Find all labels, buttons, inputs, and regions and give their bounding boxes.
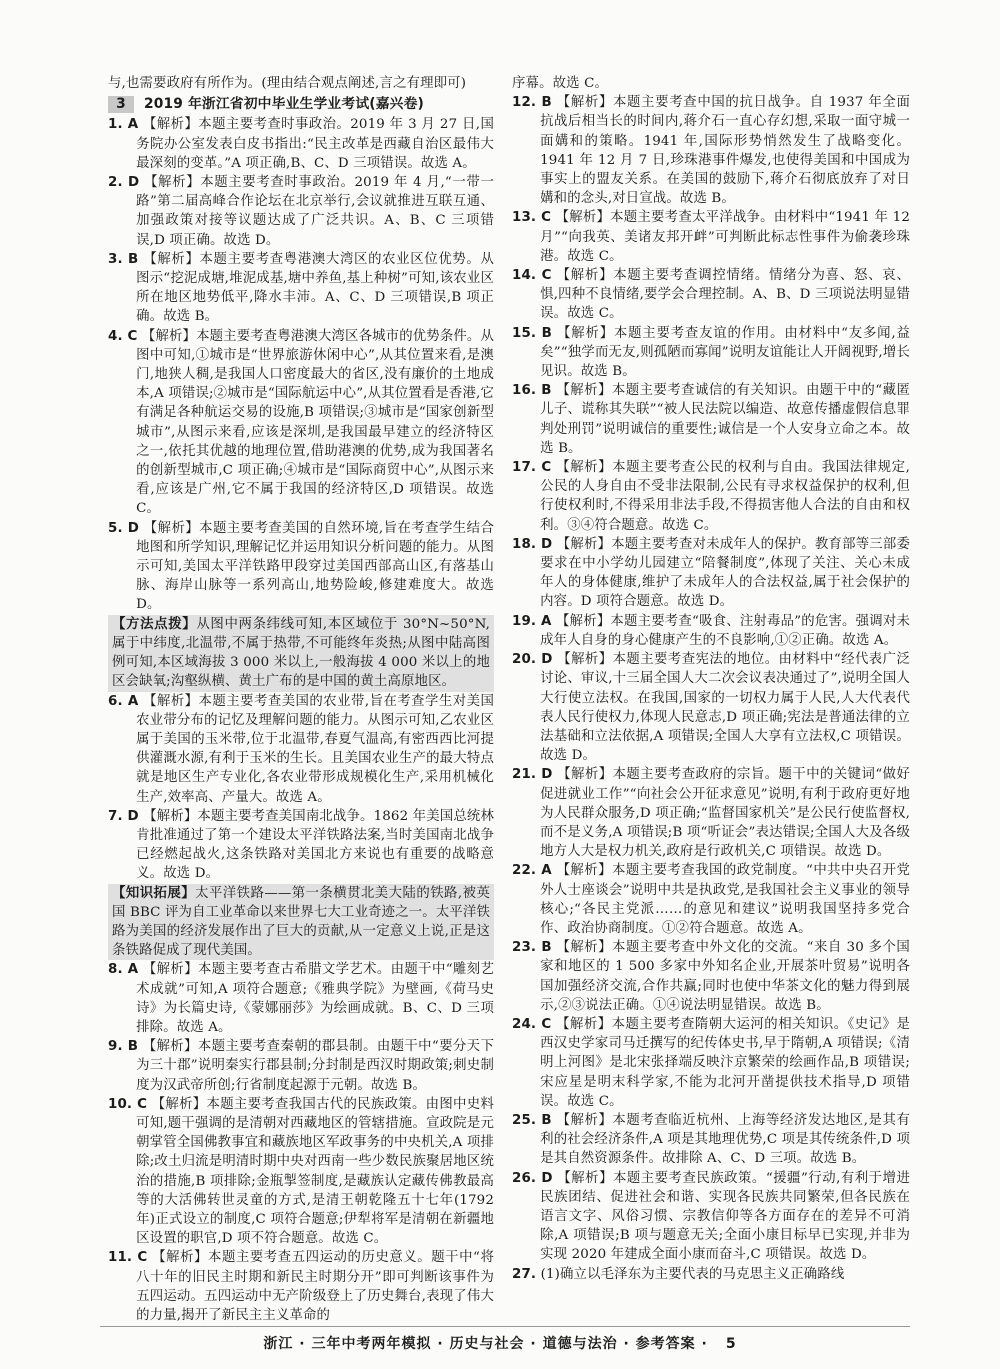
answer-number: 24. C <box>512 1016 552 1032</box>
answer-text: 【解析】本题主要考查政府的宗旨。题干中的关键词“做好促进就业工作”“向社会公开征求意见”说明,有利于政府更好地为人民群众服务,D 项正确;“监督国家机关”是公民行使监督权,而不是义务,A 项错误;B 项“听证会”表达错误;全国人大及各级地方人大是权力机关,政府是行政机关,C 项错误。故选 D。 <box>540 767 910 860</box>
answer-item <box>512 612 910 650</box>
answer-item <box>512 1015 910 1111</box>
answer-text: (1)确立以毛泽东为主要代表的马克思主义正确路线 <box>540 1266 845 1282</box>
answer-text: 【解析】本题主要考查对未成年人的保护。教育部等三部委要求在中小学幼儿园建立“陪餐制度”,体现了关注、关心未成年人的身体健康,维护了未成年人的合法权益,属于社会保护的内容。D 项符合题意。故选 D。 <box>540 536 910 610</box>
answer-item <box>512 93 910 208</box>
method-tip-label: 【方法点拨】 <box>112 616 197 632</box>
answer-text: 【解析】本题主要考查中外文化的交流。“来自 30 多个国家和地区的 1 500 多家中外知名企业,开展茶叶贸易”说明各国加强经济交流,合作共赢;同时也使中华茶文化的魅力得到展示,②③说法正确。①④说法明显错误。故选 B。 <box>540 940 910 1013</box>
answer-item <box>108 173 494 250</box>
answer-number: 6. A <box>108 693 139 709</box>
answer-number: 25. B <box>512 1112 552 1128</box>
answer-number: 22. A <box>512 863 552 879</box>
answer-text: 【解析】本题主要考查古希腊文学艺术。由题干中“雕刻艺术成就”可知,A 项符合题意;《雅典学院》为壁画,《荷马史诗》为长篇史诗,《蒙娜丽莎》为绘画成就。B、C、D 三项排除。故选 A。 <box>136 962 494 1035</box>
answer-text: 【解析】本题主要考查美国的自然环境,旨在考查学生结合地图和所学知识,理解记忆并运用知识分析问题的能力。从图示可知,美国太平洋铁路甲段穿过美国西部高山区,有落基山脉、海岸山脉等一系列高山,地势险峻,修建难度大。故选 D。 <box>136 520 494 613</box>
answer-number: 15. B <box>512 325 553 341</box>
answer-number: 7. D <box>108 808 139 824</box>
answer-number: 14. C <box>512 268 552 284</box>
answer-item <box>512 650 910 765</box>
answer-item <box>512 1265 910 1284</box>
footer-text: 浙江 · 三年中考两年模拟 · 历史与社会 · 道德与法治 · 参考答案 · <box>263 1336 708 1352</box>
section-badge: 3 <box>108 96 134 113</box>
method-tip-box <box>108 615 494 692</box>
answer-number: 9. B <box>108 1039 139 1055</box>
answer-number: 3. B <box>108 251 139 267</box>
answer-item <box>108 960 494 1037</box>
section-header <box>108 95 494 114</box>
answer-text: 【解析】本题主要考查美国的农业带,旨在考查学生对美国农业带分布的记忆及理解问题的能力。从图示可知,乙农业区属于美国的玉米带,位于北温带,春夏气温高,有密西西比河提供灌溉水源,有利于玉米的生长。且美国农业生产的最大特点就是地区生产专业化,各农业带形成规模化生产,采用机械化生产,效率高、产量大。故选 A。 <box>136 693 494 805</box>
answer-number: 4. C <box>108 328 138 344</box>
answer-number: 11. C <box>108 1250 148 1266</box>
answer-item <box>512 535 910 612</box>
answer-text: 【解析】本题主要考查粤港澳大湾区各城市的优势条件。从图中可知,①城市是“世界旅游休闲中心”,从其位置来看,是澳门,地狭人稠,是我国人口密度最大的省区,没有廉价的土地成本,A 项错误;②城市是“国际航运中心”,从其位置看是香港,它有满足各种航运交易的设施,B 项错误;③城市是“国家创新型城市”,从图示来看,应该是深圳,是我国最早建立的经济特区之一,依托其优越的地理位置,借助港澳的优势,成为我国著名的创新型城市,C 项正确;④城市是“国际商贸中心”,从图示来看,应该是广州,它不属于我国的经济特区,D 项错误。故选 C。 <box>136 328 494 517</box>
answer-number: 27. <box>512 1266 537 1282</box>
answer-number: 18. D <box>512 536 553 552</box>
answer-number: 5. D <box>108 520 140 536</box>
answer-number: 1. A <box>108 117 139 133</box>
continuation-text: 序幕。故选 C。 <box>512 76 609 91</box>
page-footer <box>0 1333 1000 1353</box>
answer-item <box>512 381 910 458</box>
answer-item <box>512 458 910 535</box>
knowledge-box <box>108 884 494 961</box>
answer-number: 16. B <box>512 383 552 399</box>
answer-text: 【解析】本题主要考查宪法的地位。由材料中“经代表广泛讨论、审议,十三届全国人大二次会议表决通过了”,说明全国人大行使立法权。在我国,国家的一切权力属于人民,人大代表代表人民行使权力,体现人民意志,D 项正确;宪法是普通法律的立法基础和立法依据,A 项错误;全国人大享有立法权,C 项错误。故选 D。 <box>540 652 910 764</box>
answer-item <box>512 861 910 938</box>
method-tip-text: 从图中两条纬线可知,本区域位于 30°N~50°N,属于中纬度,北温带,不属于热带,不可能终年炎热;从图中陆高图例可知,本区域海拔 3 000 米以上,一般海拔 4 000 米以上的地区会缺氧;沟壑纵横、黄土广布的是中国的黄土高原地区。 <box>112 616 490 690</box>
answer-number: 10. C <box>108 1096 148 1112</box>
answer-item <box>512 208 910 266</box>
answer-number: 20. D <box>512 652 553 668</box>
answer-number: 12. B <box>512 95 552 111</box>
intro-text: 与,也需要政府有所作为。(理由结合观点阐述,言之有理即可) <box>108 76 467 91</box>
answer-number: 23. B <box>512 940 552 956</box>
section-title: 2019 年浙江省初中毕业生学业考试(嘉兴卷) <box>144 96 425 113</box>
answer-list-4 <box>512 93 910 1284</box>
answer-item <box>108 115 494 173</box>
answer-item <box>512 1169 910 1265</box>
answer-item <box>108 807 494 884</box>
answer-item <box>108 519 494 615</box>
knowledge-text: 太平洋铁路——第一条横贯北美大陆的铁路,被英国 BBC 评为自工业革命以来世界七大工业奇迹之一。太平洋铁路为美国的经济发展作出了巨大的贡献,从一定意义上说,正是这条铁路促成了现代美国。 <box>112 885 490 959</box>
answer-text: 【解析】本题主要考查我国古代的民族政策。由图中史料可知,题干强调的是清朝对西藏地区的管辖措施。宣政院是元朝掌管全国佛教事宜和藏族地区军政事务的中央机关,A 项排除;改土归流是明清时期中央对西南一些少数民族聚居地区统治的措施,B 项排除;金瓶掣签制度,是藏族认定藏传佛教最高等的大活佛转世灵童的方式,是清王朝乾隆五十七年(1792 年)正式设立的制度,C 项符合题意;伊犁将军是清朝在新疆地区设置的职官,D 项不符合题意。故选 C。 <box>136 1096 494 1247</box>
answer-number: 2. D <box>108 175 140 191</box>
answer-item <box>108 692 494 807</box>
answer-list-3 <box>108 960 494 1325</box>
answer-number: 19. A <box>512 613 552 629</box>
answer-text: 【解析】本题主要考查民族政策。“援疆”行动,有利于增进民族团结、促进社会和谐、实现各民族共同繁荣,但各民族在语言文字、风俗习惯、宗教信仰等各方面存在的差异不可消除,A 项错误;B 项与题意无关;全面小康目标早已实现,并非为实现 2020 年建成全面小康而奋斗,C 项错误。故选 D。 <box>540 1170 910 1263</box>
answer-number: 26. D <box>512 1170 553 1186</box>
answer-text: 【解析】本题主要考查公民的权利与自由。我国法律规定,公民的人身自由不受非法限制,公民有寻求权益保护的权利,但行使权利时,不得采用非法手段,不得损害他人合法的自由和权利。③④符合题意。故选 C。 <box>540 460 910 533</box>
answer-item <box>108 250 494 327</box>
answer-text: 【解析】本题主要考查五四运动的历史意义。题干中“将八十年的旧民主时期和新民主时期分开”即可判断该事件为五四运动。五四运动中无产阶级登上了历史舞台,表现了伟大的力量,揭开了新民主主义革命的 <box>136 1250 494 1323</box>
answer-item <box>108 1248 494 1325</box>
answer-number: 17. C <box>512 460 552 476</box>
answer-text: 【解析】本题主要考查时事政治。2019 年 4 月,“一带一路”第二届高峰合作论坛在北京举行,会议就推进互联互通、加强政策对接等议题达成了广泛共识。A、B、C 三项错误,D 项正确。故选 D。 <box>136 175 494 248</box>
answer-text: 【解析】本题主要考查友谊的作用。由材料中“友多闻,益矣”“独学而无友,则孤陋而寡闻”说明友谊能让人开阔视野,增长见识。故选 B。 <box>540 325 910 380</box>
answer-text: 【解析】本题考查临近杭州、上海等经济发达地区,是其有利的社会经济条件,A 项是其地理优势,C 项是其传统条件,D 项是其自然资源条件。故排除 A、C、D 三项。故选 B。 <box>540 1112 910 1167</box>
answer-number: 8. A <box>108 962 139 978</box>
answer-number: 21. D <box>512 767 553 783</box>
answer-item <box>512 324 910 382</box>
answer-text: 【解析】本题主要考查美国南北战争。1862 年美国总统林肯批准通过了第一个建设太平洋铁路法案,当时美国南北战争已经燃起战火,这条铁路对美国北方来说也有重要的战略意义。故选 D。 <box>136 808 494 882</box>
answer-item <box>512 938 910 1015</box>
answer-item <box>108 1095 494 1249</box>
footer-rule <box>100 1326 910 1327</box>
page-number: 5 <box>725 1336 737 1352</box>
answer-list-1 <box>108 115 494 614</box>
answer-item <box>512 266 910 324</box>
answer-number: 13. C <box>512 210 552 226</box>
answer-text: 【解析】本题主要考查时事政治。2019 年 3 月 27 日,国务院办公室发表白皮书指出:“民主改革是西藏自治区最伟大最深刻的变革。”A 项正确,B、C、D 三项错误。故选 A。 <box>136 117 494 171</box>
answer-text: 【解析】本题主要考查中国的抗日战争。自 1937 年全面抗战后相当长的时间内,蒋介石一直心存幻想,采取一面守城一面媾和的策略。1941 年,国际形势悄然发生了战略变化。1941 年 12 月 7 日,珍珠港事件爆发,也使得美国和中国成为事实上的盟友关系。在美国的鼓励下,蒋介石彻底放弃了对日媾和的念头,对日宣战。故选 B。 <box>540 95 910 207</box>
answer-text: 【解析】本题主要考查太平洋战争。由材料中“1941 年 12 月”“向我英、美诸友邦开衅”可判断此标志性事件为偷袭珍珠港。故选 C。 <box>540 210 910 264</box>
answer-text: 【解析】本题主要考查调控情绪。情绪分为喜、怒、哀、惧,四种不良情绪,要学会合理控制。A、B、D 三项说法明显错误。故选 C。 <box>540 268 910 322</box>
answer-text: 【解析】本题主要考查“吸食、注射毒品”的危害。强调对未成年人自身的身心健康产生的不良影响,①②正确。故选 A。 <box>540 613 910 648</box>
answer-text: 【解析】本题主要考查秦朝的郡县制。由题干中“要分天下为三十郡”说明秦实行郡县制;分封制是西汉时期政策;刺史制度为汉武帝所创;行省制度起源于元朝。故选 B。 <box>136 1039 494 1093</box>
answer-item <box>512 1111 910 1169</box>
answer-text: 【解析】本题主要考查诚信的有关知识。由题干中的“藏匿儿子、谎称其失联”“被人民法院以编造、故意传播虚假信息罪判处刑罚”说明诚信的重要性;诚信是一个人安身立命之本。故选 B。 <box>540 383 910 456</box>
answer-item <box>108 327 494 519</box>
answer-text: 【解析】本题主要考查隋朝大运河的相关知识。《史记》是西汉史学家司马迁撰写的纪传体史书,早于隋朝,A 项错误;《清明上河图》是北宋张择端反映汴京繁荣的绘画作品,B 项错误;宋应星是明末科学家,不能为北河开凿提供技术指导,D 项错误。故选 C。 <box>540 1016 910 1109</box>
answer-item <box>108 1037 494 1095</box>
answer-text: 【解析】本题主要考查我国的政党制度。“中共中央召开党外人士座谈会”说明中共是执政党,是我国社会主义事业的领导核心;“各民主党派……的意见和建议”说明我国坚持多党合作、政治协商制度。①②符合题意。故选 A。 <box>540 863 910 936</box>
answer-item <box>512 765 910 861</box>
left-column <box>108 74 494 1325</box>
right-column <box>512 74 910 1284</box>
answer-text: 【解析】本题主要考查粤港澳大湾区的农业区位优势。从图示“挖泥成塘,堆泥成基,塘中养鱼,基上种树”可知,该农业区所在地区地势低平,降水丰沛。A、C、D 三项错误,B 项正确。故选 B。 <box>136 251 494 325</box>
answer-list-2 <box>108 692 494 884</box>
knowledge-label: 【知识拓展】 <box>112 885 196 901</box>
